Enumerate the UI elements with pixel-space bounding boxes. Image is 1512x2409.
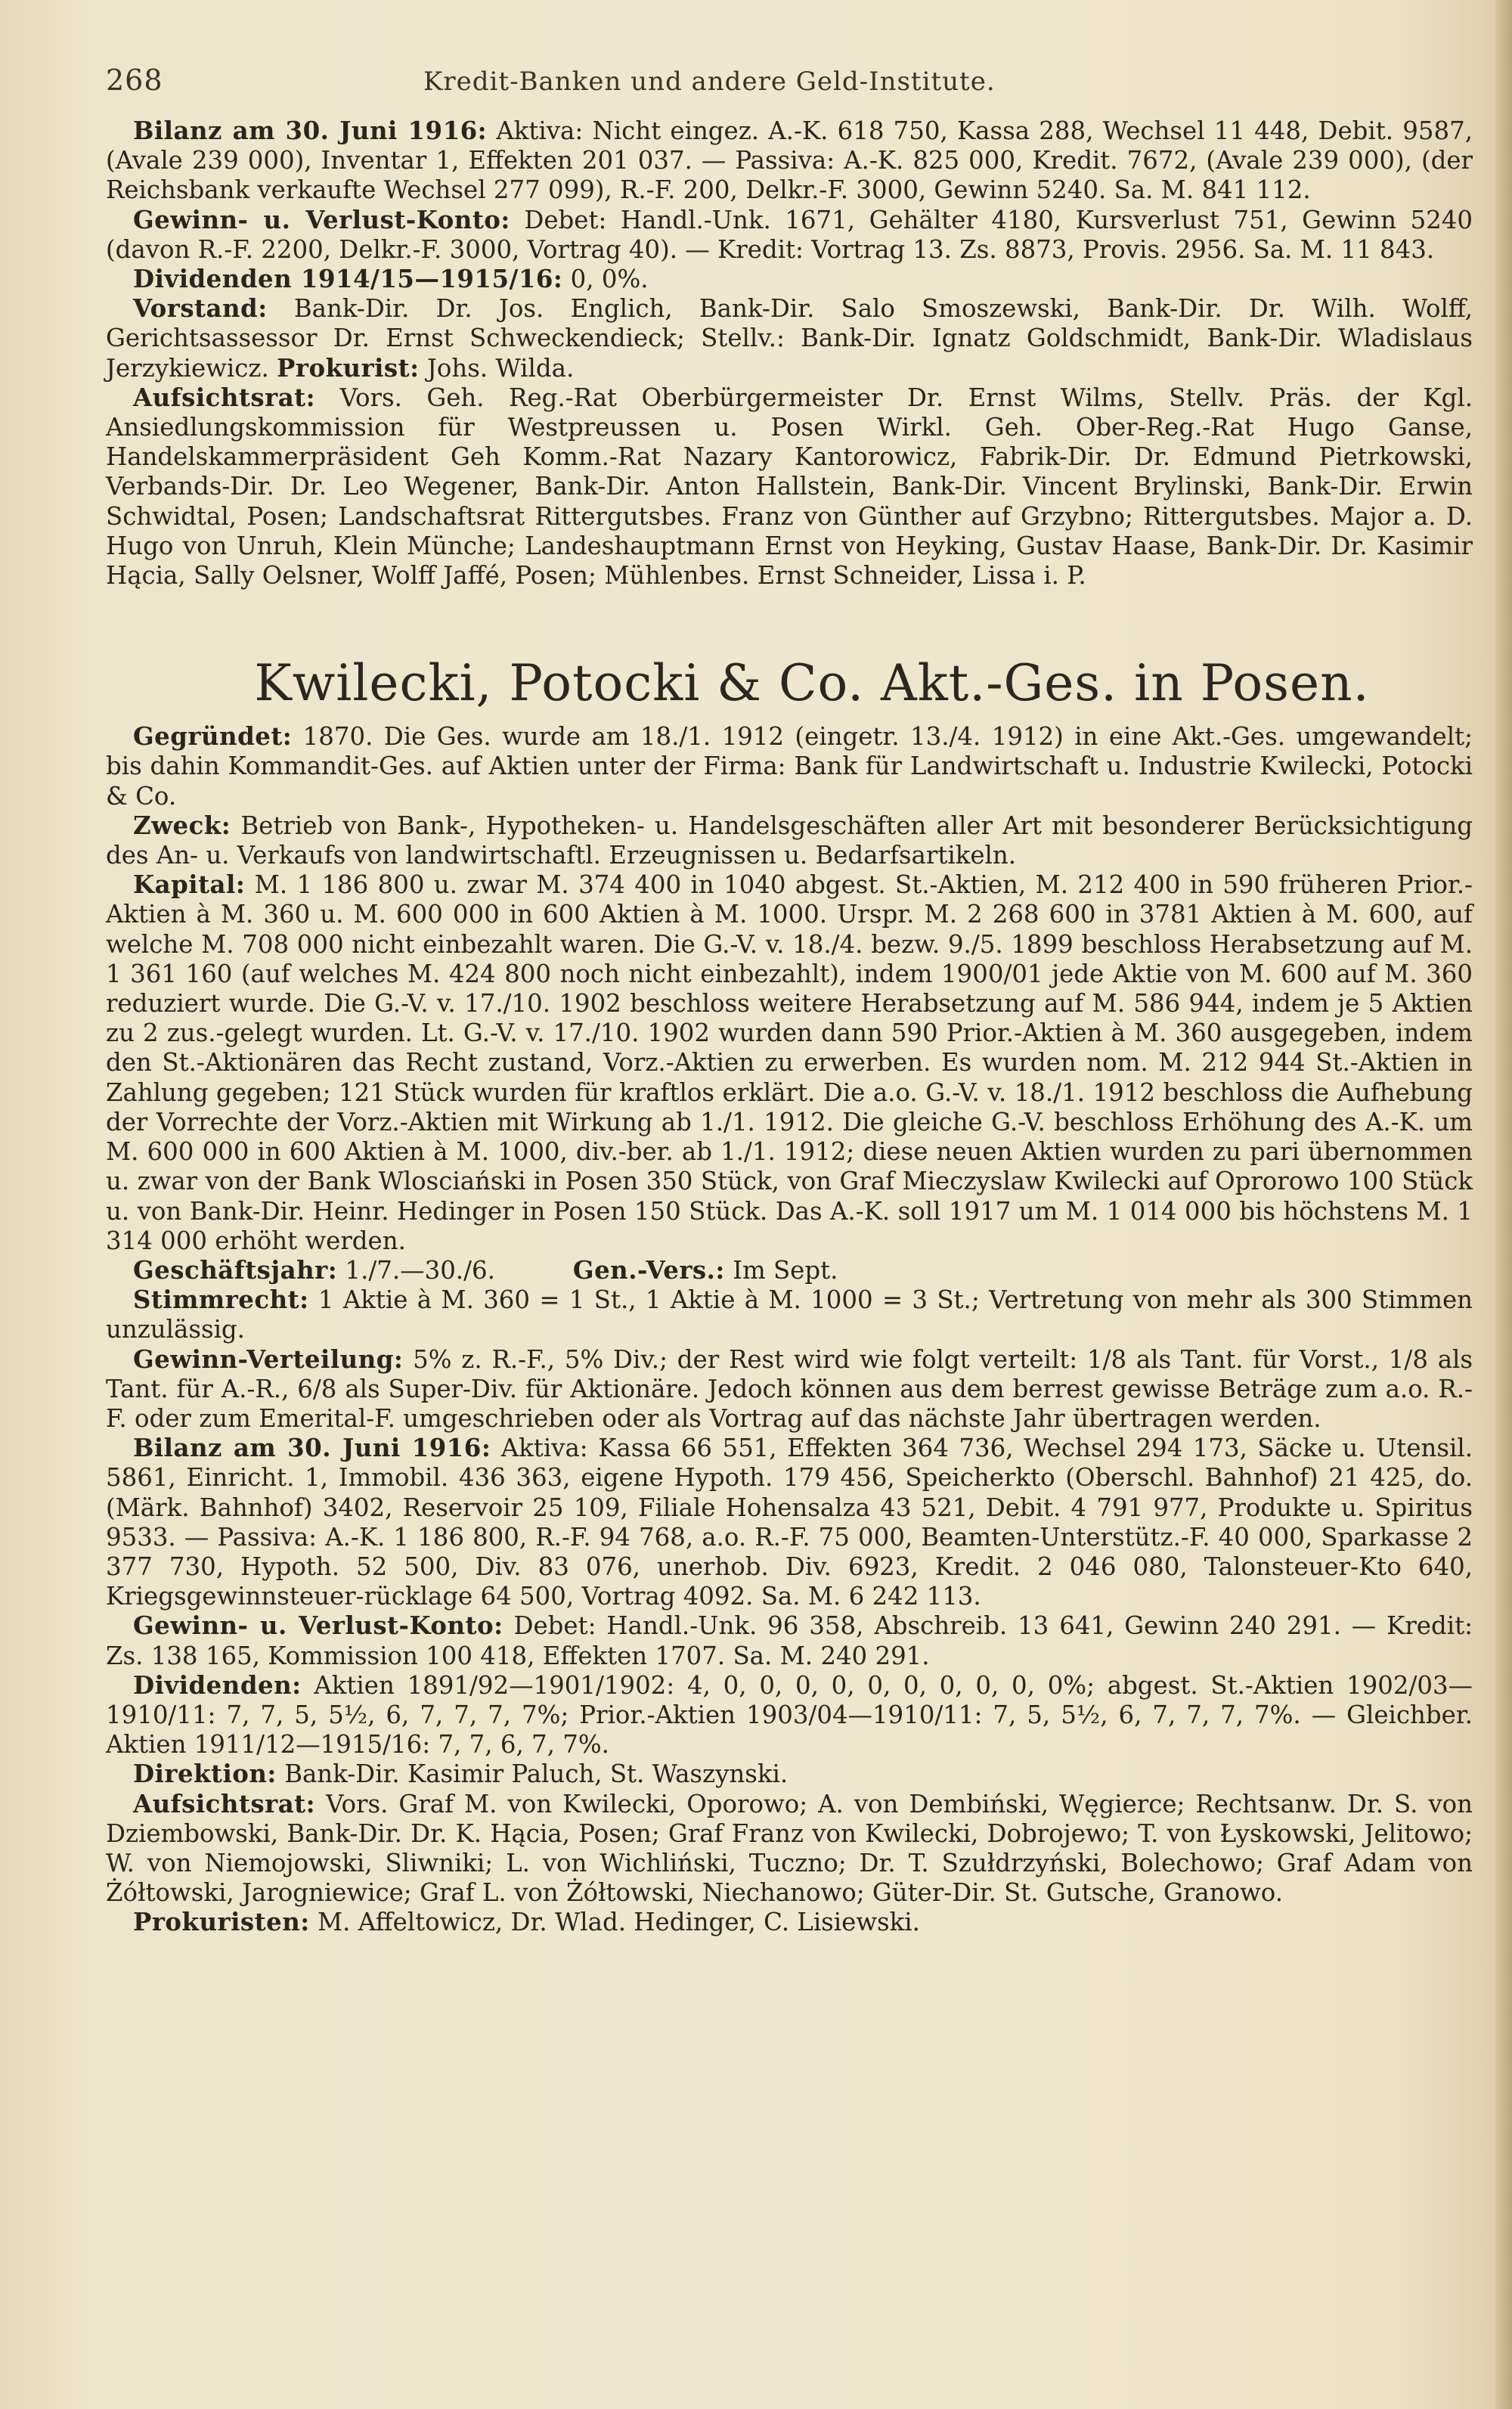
dividenden2-paragraph	[106, 1671, 1473, 1760]
guv2-paragraph	[106, 1611, 1473, 1670]
bilanz-paragraph	[106, 116, 1473, 206]
gegruendet-text: 1870. Die Ges. wurde am 18./1. 1912 (eingetr. 13./4. 1912) in eine Akt.-Ges. umgewandelt; bis dahin Kommandit-Ges. auf Aktien unter der Firma: Bank für Landwirtschaft u. Industrie Kwilecki, Potocki & Co.	[106, 722, 1473, 811]
aufsichtsrat2-paragraph	[106, 1790, 1473, 1908]
page-header	[106, 64, 1473, 116]
running-title: Kredit-Banken und andere Geld-Institute.	[423, 67, 996, 97]
genvers-text: Im Sept.	[733, 1255, 838, 1285]
page-edge	[1495, 0, 1512, 2409]
kapital-paragraph	[106, 870, 1473, 1256]
geschaeftsjahr-paragraph	[106, 1256, 1473, 1285]
aufsichtsrat2-text: Vors. Graf M. von Kwilecki, Oporowo; A. von Dembiński, Węgierce; Rechtsanw. Dr. S. von Dziembowski, Bank-Dir. Dr. K. Hącia, Posen; Graf Franz von Kwilecki, Dobrojewo; T. von Łyskowski, Jelitowo; W. von Niemojowski, Sliwniki; L. von Wichliński, Tuczno; Dr. T. Szułdrzyński, Bolechowo; Graf Adam von Żółtowski, Jarogniewice; Graf L. von Żółtowski, Niechanowo; Güter-Dir. St. Gutsche, Granowo.	[106, 1789, 1473, 1908]
dividenden2-text: Aktien 1891/92—1901/1902: 4, 0, 0, 0, 0, 0, 0, 0, 0, 0, 0%; abgest. St.-Aktien 1902/03—1910/11: 7, 7, 5, 5½, 6, 7, 7, 7, 7%; Prior.-Aktien 1903/04—1910/11: 7, 5, 5½, 6, 7, 7, 7, 7%. — Gleichber. Aktien 1911/12—1915/16: 7, 7, 6, 7, 7%.	[106, 1670, 1473, 1759]
direktion-paragraph	[106, 1759, 1473, 1789]
prokuristen-paragraph	[106, 1908, 1473, 1937]
gewinnverteilung-text: 5% z. R.-F., 5% Div.; der Rest wird wie folgt verteilt: 1/8 als Tant. für Vorst., 1/8 als Tant. für A.-R., 6/8 als Super-Div. für Aktionäre. Jedoch können aus dem berrest gewisse Beträge zum a.o. R.-F. oder zum Emerital-F. umgeschrieben oder als Vortrag auf das nächste Jahr übertragen werden.	[106, 1344, 1473, 1433]
vorstand-paragraph	[106, 294, 1473, 383]
bilanz2-label: Bilanz am 30. Juni 1916:	[133, 1434, 491, 1463]
geschaeftsjahr-label: Geschäftsjahr:	[133, 1255, 338, 1285]
stimmrecht-label: Stimmrecht:	[133, 1285, 309, 1315]
direktion-text: Bank-Dir. Kasimir Paluch, St. Waszynski.	[284, 1759, 789, 1789]
guv-paragraph	[106, 206, 1473, 265]
zweck-paragraph	[106, 811, 1473, 870]
vorstand-label: Vorstand:	[133, 294, 268, 324]
section-gap	[106, 591, 1473, 650]
kapital-label: Kapital:	[133, 870, 246, 900]
entry-previous-bank	[106, 116, 1473, 591]
gegruendet-label: Gegründet:	[133, 722, 293, 752]
guv2-label: Gewinn- u. Verlust-Konto:	[133, 1611, 503, 1641]
prokurist-text: Johs. Wilda.	[426, 353, 575, 383]
vorstand-text: Bank-Dir. Dr. Jos. Englich, Bank-Dir. Salo Smoszewski, Bank-Dir. Dr. Wilh. Wolff, Gerichtsassessor Dr. Ernst Schweckendieck; Stellv.: Bank-Dir. Ignatz Goldschmidt, Bank-Dir. Wladislaus Jerzykiewicz.	[106, 294, 1473, 383]
dividenden-label: Dividenden 1914/15—1915/16:	[133, 265, 563, 294]
dividenden2-label: Dividenden:	[133, 1670, 302, 1700]
zweck-label: Zweck:	[133, 811, 231, 840]
stimmrecht-text: 1 Aktie à M. 360 = 1 St., 1 Aktie à M. 1000 = 3 St.; Vertretung von mehr als 300 Stimmen unzulässig.	[106, 1285, 1473, 1344]
zweck-text: Betrieb von Bank-, Hypotheken- u. Handelsgeschäften aller Art mit besonderer Berücksichtigung des An- u. Verkaufs von landwirtschaftl. Erzeugnissen u. Bedarfsartikeln.	[106, 811, 1473, 870]
genvers-label: Gen.-Vers.:	[572, 1255, 725, 1285]
bilanz-label: Bilanz am 30. Juni 1916:	[133, 116, 488, 145]
bilanz-text: Aktiva: Nicht eingez. A.-K. 618 750, Kassa 288, Wechsel 11 448, Debit. 9587, (Avale 239 000), Inventar 1, Effekten 201 037. — Passiva: A.-K. 825 000, Kredit. 7672, (Avale 239 000), (der Reichsbank verkaufte Wechsel 277 099), R.-F. 200, Delkr.-F. 3000, Gewinn 5240. Sa. M. 841 112.	[106, 116, 1473, 205]
kapital-text: M. 1 186 800 u. zwar M. 374 400 in 1040 abgest. St.-Aktien, M. 212 400 in 590 früheren Prior.-Aktien à M. 360 u. M. 600 000 in 600 Aktien à M. 1000. Urspr. M. 2 268 600 in 3781 Aktien à M. 600, auf welche M. 708 000 nicht einbezahlt waren. Die G.-V. v. 18./4. bezw. 9./5. 1899 beschloss Herabsetzung auf M. 1 361 160 (auf welches M. 424 800 noch nicht einbezahlt), indem 1900/01 jede Aktie von M. 600 auf M. 360 reduziert wurde. Die G.-V. v. 17./10. 1902 beschloss weitere Herabsetzung auf M. 586 944, indem je 5 Aktien zu 2 zus.-gelegt wurden. Lt. G.-V. v. 17./10. 1902 wurden dann 590 Prior.-Aktien à M. 360 ausgegeben, indem den St.-Aktionären das Recht zustand, Vorz.-Aktien zu erwerben. Es wurden nom. M. 212 944 St.-Aktien in Zahlung gegeben; 121 Stück wurden für kraftlos erklärt. Die a.o. G.-V. v. 18./1. 1912 beschloss die Aufhebung der Vorrechte der Vorz.-Aktien mit Wirkung ab 1./1. 1912. Die gleiche G.-V. beschloss Erhöhung des A.-K. um M. 600 000 in 600 Aktien à M. 1000, div.-ber. ab 1./1. 1912; diese neuen Aktien wurden zu pari übernommen u. zwar von der Bank Wlosciański in Posen 350 Stück, von Graf Mieczyslaw Kwilecki auf Oprorowo 100 Stück u. von Bank-Dir. Heinr. Hedinger in Posen 150 Stück. Das A.-K. soll 1917 um M. 1 014 000 bis höchstens M. 1 314 000 erhöht werden.	[106, 870, 1473, 1255]
bilanz2-text: Aktiva: Kassa 66 551, Effekten 364 736, Wechsel 294 173, Säcke u. Utensil. 5861, Einricht. 1, Immobil. 436 363, eigene Hypoth. 179 456, Speicherkto (Oberschl. Bahnhof) 21 425, do. (Märk. Bahnhof) 3402, Reservoir 25 109, Filiale Hohensalza 43 521, Debit. 4 791 977, Produkte u. Spiritus 9533. — Passiva: A.-K. 1 186 800, R.-F. 94 768, a.o. R.-F. 75 000, Beamten-Unterstütz.-F. 40 000, Sparkasse 2 377 730, Hypoth. 52 500, Div. 83 076, unerhob. Div. 6923, Kredit. 2 046 080, Talonsteuer-Kto 640, Kriegsgewinnsteuer-rücklage 64 500, Vortrag 4092. Sa. M. 6 242 113.	[106, 1434, 1473, 1611]
prokuristen-label: Prokuristen:	[133, 1908, 310, 1937]
dividenden-paragraph	[106, 265, 1473, 294]
gegruendet-paragraph	[106, 722, 1473, 811]
direktion-label: Direktion:	[133, 1759, 277, 1789]
gewinnverteilung-paragraph	[106, 1345, 1473, 1434]
page-number: 268	[106, 64, 163, 97]
aufsichtsrat-paragraph	[106, 383, 1473, 591]
aufsichtsrat2-label: Aufsichtsrat:	[133, 1789, 316, 1818]
dividenden-text: 0, 0%.	[570, 265, 649, 294]
geschaeftsjahr-text: 1./7.—30./6.	[345, 1255, 495, 1285]
entry-kwilecki-potocki	[106, 650, 1473, 1937]
gewinnverteilung-label: Gewinn-Verteilung:	[133, 1344, 404, 1374]
company-title: Kwilecki, Potocki & Co. Akt.-Ges. in Posen.	[254, 654, 1370, 713]
guv-label: Gewinn- u. Verlust-Konto:	[133, 205, 510, 234]
guv-text: Debet: Handl.-Unk. 1671, Gehälter 4180, Kursverlust 751, Gewinn 5240 (davon R.-F. 2200, Delkr.-F. 3000, Vortrag 40). — Kredit: Vortrag 13. Zs. 8873, Provis. 2956. Sa. M. 11 843.	[106, 205, 1473, 264]
guv2-text: Debet: Handl.-Unk. 96 358, Abschreib. 13 641, Gewinn 240 291. — Kredit: Zs. 138 165, Kommission 100 418, Effekten 1707. Sa. M. 240 291.	[106, 1611, 1473, 1670]
stimmrecht-paragraph	[106, 1285, 1473, 1344]
prokurist-label: Prokurist:	[277, 353, 420, 383]
bilanz2-paragraph	[106, 1434, 1473, 1611]
prokuristen-text: M. Affeltowicz, Dr. Wlad. Hedinger, C. Lisiewski.	[318, 1908, 920, 1937]
aufsichtsrat-label: Aufsichtsrat:	[133, 383, 316, 412]
aufsichtsrat-text: Vors. Geh. Reg.-Rat Oberbürgermeister Dr. Ernst Wilms, Stellv. Präs. der Kgl. Ansiedlungskommission für Westpreussen u. Posen Wirkl. Geh. Ober-Reg.-Rat Hugo Ganse, Handelskammerpräsident Geh Komm.-Rat Nazary Kantorowicz, Fabrik-Dir. Dr. Edmund Pietrkowski, Verbands-Dir. Dr. Leo Wegener, Bank-Dir. Anton Hallstein, Bank-Dir. Vincent Brylinski, Bank-Dir. Erwin Schwidtal, Posen; Landschaftsrat Rittergutsbes. Franz von Günther auf Grzybno; Rittergutsbes. Major a. D. Hugo von Unruh, Klein Münche; Landeshauptmann Ernst von Heyking, Gustav Haase, Bank-Dir. Dr. Kasimir Hącia, Sally Oelsner, Wolff Jaffé, Posen; Mühlenbes. Ernst Schneider, Lissa i. P.	[106, 383, 1473, 591]
